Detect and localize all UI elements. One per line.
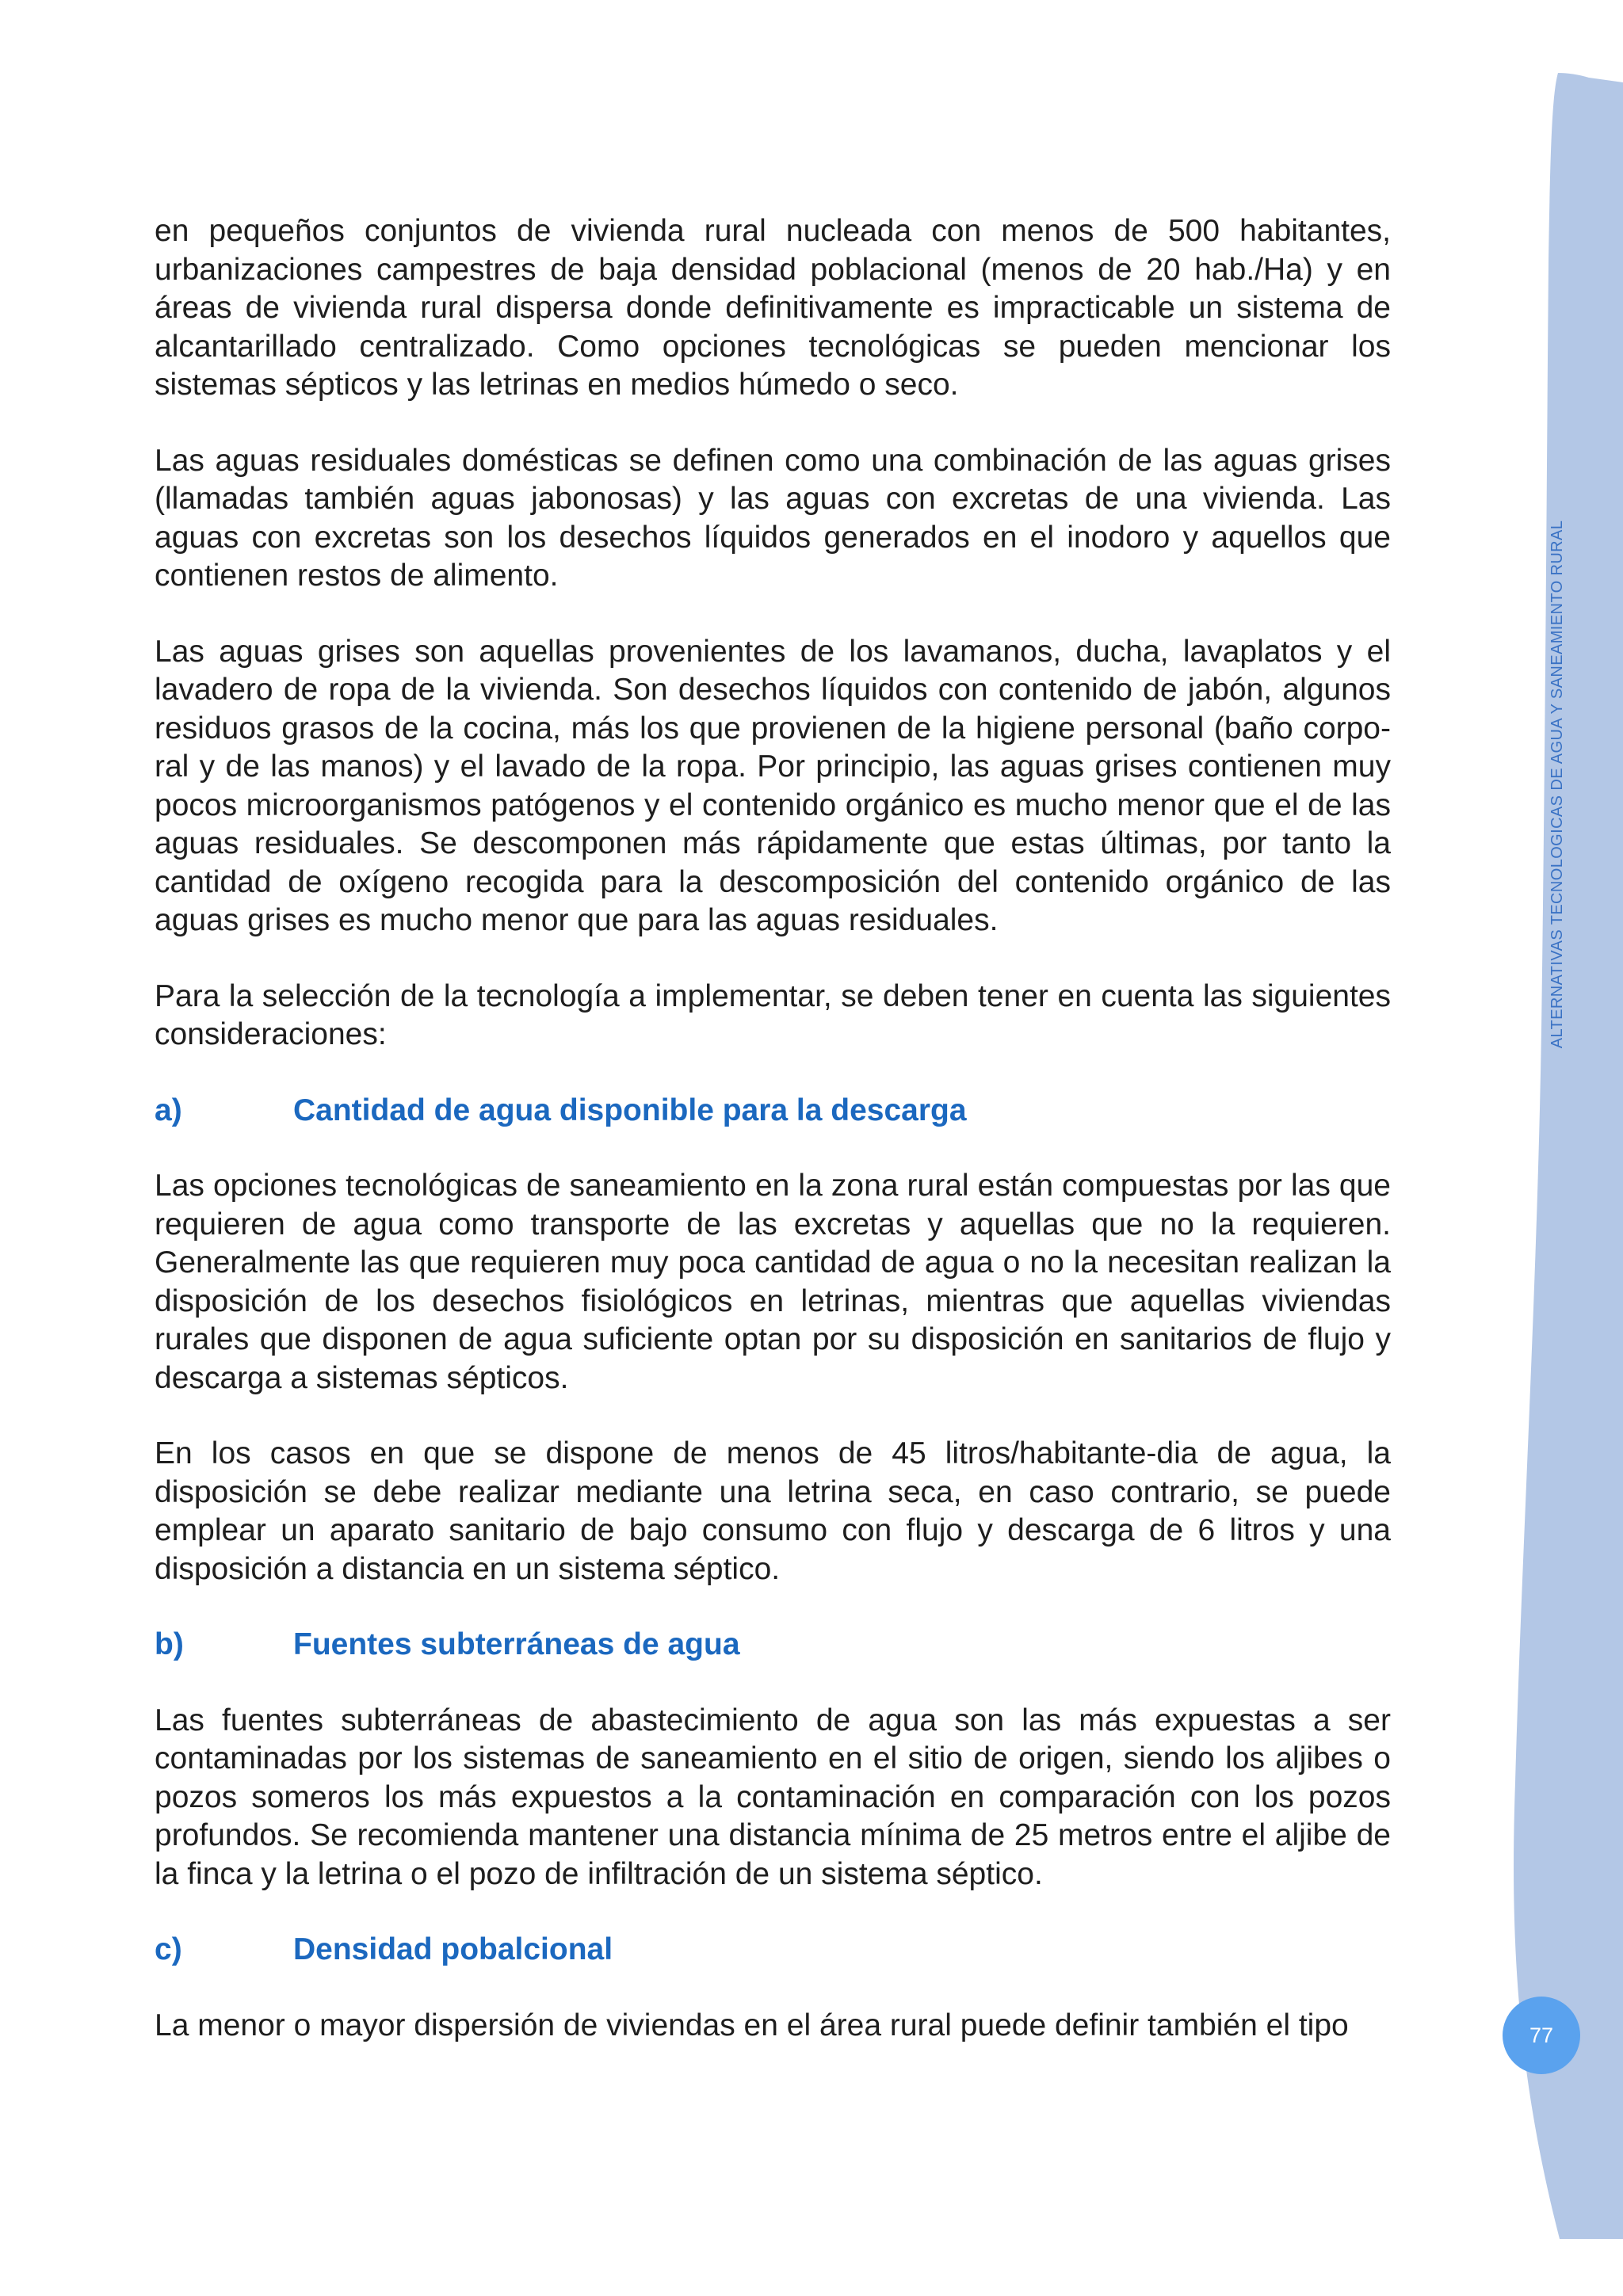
running-header: ALTERNATIVAS TECNOLOGICAS DE AGUA Y SANEAMIENTO RURAL: [1549, 520, 1566, 1049]
page-number-badge: 77: [1503, 1997, 1580, 2074]
section-heading-a: [155, 1092, 1391, 1131]
section-heading-c: [155, 1931, 1391, 1970]
paragraph-8: La menor o mayor dispersión de viviendas en el área rural puede definir también el tipo: [155, 2008, 1349, 2042]
paragraph-6: En los casos en que se dispone de menos de 45 litros/habitante-dia de agua, la disposición se debe realizar mediante una letrina seca, en caso contrario, se puede emplear un aparato sanitario de bajo consumo con flujo y descarga de 6 litros y una disposición a distancia en un sistema séptico.: [155, 1436, 1391, 1586]
paragraph-2: Las aguas residuales domésticas se definen como una combinación de las aguas grises (llamadas también aguas jabonosas) y las aguas con excretas de una vivienda. Las aguas con excretas son los desechos líquidos generados en el inodoro y aquellos que contienen restos de alimento.: [155, 443, 1391, 593]
section-title: Fuentes subterráneas de agua: [293, 1627, 740, 1661]
paragraph-4: Para la selección de la tecnología a implementar, se deben tener en cuenta las siguientes consideraciones:: [155, 978, 1391, 1051]
section-letter: b): [155, 1627, 184, 1661]
paragraph-7: Las fuentes subterráneas de abastecimiento de agua son las más expuestas a ser contaminadas por los sistemas de saneamiento en el sitio de origen, siendo los aljibes o pozos someros los más expuestos a la contaminación en comparación con los pozos profundos. Se recomienda mantener una distancia mínima de 25 metros entre el aljibe de la finca y la letrina o el pozo de infiltración de un sistema séptico.: [155, 1703, 1391, 1891]
section-heading-b: [155, 1626, 1391, 1665]
paragraph-1: en pequeños conjuntos de vivienda rural nucleada con menos de 500 habitantes, urbanizaciones campestres de baja densidad poblacional (menos de 20 hab./Ha) y en áreas de vivienda rural dispersa donde definitivamente es impracticable un sistema de alcantarillado centralizado. Como opciones tecnológicas se pueden mencionar los sistemas sépticos y las letrinas en medios húmedo o seco.: [155, 214, 1391, 402]
section-title: Cantidad de agua disponible para la descarga: [293, 1093, 967, 1127]
section-title: Densidad pobalcional: [293, 1932, 613, 1966]
paragraph-5: Las opciones tecnológicas de saneamiento en la zona rural están compuestas por las que requieren de agua como transporte de las excretas y aquellas que no la requieren. Generalmente las que requieren muy poca cantidad de agua o no la necesitan realizan la disposición de los desechos fisiológicos en letrinas, mientras que aquellas viviendas rurales que disponen de agua suficiente optan por su disposición en sanitarios de flujo y descarga a sistemas sépticos.: [155, 1169, 1391, 1395]
section-letter: c): [155, 1932, 182, 1966]
section-letter: a): [155, 1093, 182, 1127]
paragraph-3: Las aguas grises son aquellas provenientes de los lavamanos, ducha, lavaplatos y el lavadero de ropa de la vivienda. Son desechos líquidos con contenido de jabón, algunos residuos grasos de la cocina, más los que provienen de la higiene personal (baño corpo-ral y de las manos) y el lavado de la ropa. Por principio, las aguas grises contienen muy pocos microorganismos patógenos y el contenido orgánico es mucho menor que el de las aguas residuales. Se descomponen más rápidamente que estas últimas, por tanto la cantidad de oxígeno recogida para la descomposición del contenido orgánico de las aguas grises es mucho menor que para las aguas residuales.: [155, 634, 1391, 937]
page-body: [155, 212, 1391, 2082]
